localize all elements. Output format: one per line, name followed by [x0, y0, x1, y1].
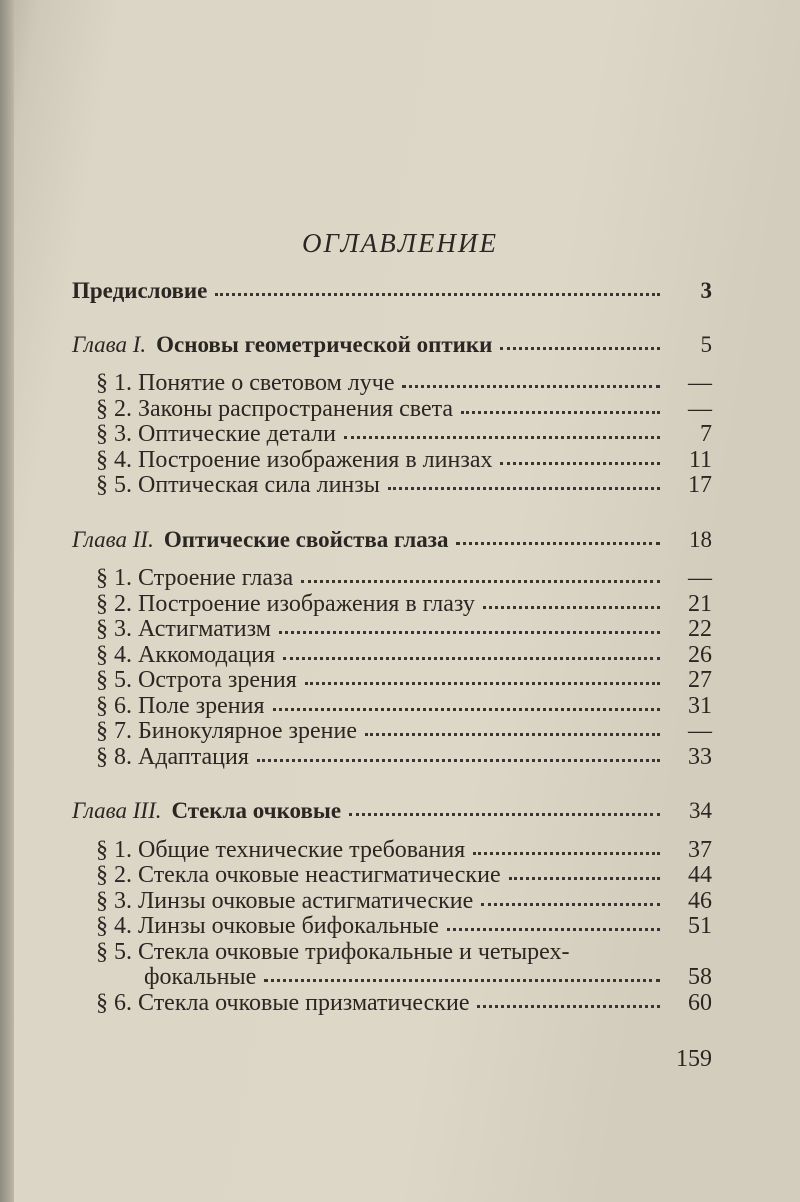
chapter-page: 5: [700, 331, 712, 357]
section-label: § 4. Аккомодация: [96, 641, 276, 668]
section-page: 27: [688, 667, 712, 693]
dot-leader: [283, 657, 660, 660]
dot-leader: [388, 487, 660, 490]
dot-leader: [481, 903, 660, 906]
section-label: § 3. Оптические детали: [96, 421, 336, 447]
section-label: § 5. Стекла очковые трифокальные и четырех-: [96, 938, 570, 965]
toc-chapter-3: [72, 798, 712, 824]
toc-section: [72, 371, 712, 397]
section-label: § 2. Стекла очковые неастигматические: [96, 862, 501, 888]
section-page: 11: [688, 446, 712, 473]
section-page: 46: [688, 887, 712, 914]
section-label: § 5. Острота зрения: [96, 667, 297, 693]
dot-leader: [473, 852, 660, 855]
toc-section: [72, 838, 712, 864]
section-page: —: [688, 370, 712, 396]
section-page: 22: [688, 616, 712, 642]
toc-section: [72, 668, 712, 694]
toc-section: [72, 991, 712, 1017]
dot-leader: [456, 542, 660, 545]
toc-entry-preface: [72, 278, 712, 304]
section-label: § 5. Оптическая сила линзы: [96, 472, 380, 498]
toc-section: [72, 566, 712, 592]
section-label: § 1. Строение глаза: [96, 565, 294, 591]
dot-leader: [461, 411, 660, 414]
chapter-label: Глава II.: [72, 526, 154, 552]
section-page: 44: [688, 862, 712, 888]
dot-leader: [509, 877, 660, 880]
dot-leader: [279, 631, 660, 634]
section-page: 31: [688, 692, 712, 719]
toc-section: [72, 914, 712, 940]
toc-section: [72, 473, 712, 499]
toc-section: [72, 889, 712, 915]
section-page: 21: [688, 590, 712, 617]
section-label: § 1. Общие технические требования: [96, 836, 466, 863]
toc-section: [72, 719, 712, 745]
dot-leader: [483, 606, 660, 609]
section-label: § 3. Линзы очковые астигматические: [96, 887, 474, 914]
dot-leader: [365, 733, 660, 736]
section-label: § 1. Понятие о световом луче: [96, 370, 395, 396]
toc-heading: ОГЛАВЛЕНИЕ: [301, 228, 499, 258]
chapter-label: Глава I.: [72, 331, 147, 357]
section-page: —: [688, 395, 712, 422]
section-page: 17: [688, 472, 712, 498]
preface-page: 3: [700, 278, 712, 303]
preface-label: Предисловие: [72, 278, 208, 303]
dot-leader: [273, 708, 660, 711]
dot-leader: [349, 813, 660, 816]
dot-leader: [215, 293, 660, 296]
chapter-label: Глава III.: [72, 798, 162, 823]
section-label: § 3. Астигматизм: [96, 616, 271, 642]
section-page: 60: [688, 989, 712, 1016]
dot-leader: [402, 385, 660, 388]
dot-leader: [477, 1005, 660, 1008]
section-label: фокальные: [144, 964, 257, 990]
toc-section-continuation: [72, 965, 712, 991]
section-page: 26: [688, 641, 712, 668]
section-label: § 6. Поле зрения: [96, 692, 265, 719]
section-label: § 7. Бинокулярное зрение: [96, 718, 358, 744]
dot-leader: [257, 759, 660, 762]
chapter-title: Стекла очковые: [171, 798, 342, 823]
chapter-page: 18: [689, 526, 712, 552]
dot-leader: [344, 436, 660, 439]
section-page: 51: [688, 913, 712, 939]
toc-section: [72, 617, 712, 643]
page-binding-shadow: [0, 0, 14, 1202]
section-page: 7: [700, 421, 712, 447]
toc-section: [72, 745, 712, 771]
toc-section: [72, 397, 712, 423]
toc-section: [72, 863, 712, 889]
section-page: 33: [688, 743, 712, 770]
chapter-title: Оптические свойства глаза: [163, 526, 449, 552]
section-page: 37: [688, 836, 712, 863]
dot-leader: [500, 347, 660, 350]
toc-section: [72, 643, 712, 669]
toc-chapter-2: [72, 527, 712, 553]
dot-leader: [264, 979, 660, 982]
table-of-contents: [72, 278, 712, 1016]
toc-section: [72, 694, 712, 720]
dot-leader: [500, 462, 660, 465]
section-page: —: [688, 565, 712, 591]
section-page: 58: [688, 964, 712, 990]
dot-leader: [301, 580, 660, 583]
section-label: § 6. Стекла очковые призматические: [96, 989, 470, 1016]
toc-section: [72, 592, 712, 618]
section-label: § 4. Построение изображения в линзах: [96, 446, 493, 473]
section-label: § 4. Линзы очковые бифокальные: [96, 913, 439, 939]
page-number: 159: [676, 1046, 712, 1072]
chapter-page: 34: [689, 798, 712, 823]
section-label: § 2. Построение изображения в глазу: [96, 590, 475, 617]
toc-section: [72, 448, 712, 474]
dot-leader: [447, 928, 660, 931]
toc-section: [72, 940, 712, 966]
section-label: § 2. Законы распространения света: [96, 395, 454, 422]
toc-chapter-1: [72, 332, 712, 358]
toc-section: [72, 422, 712, 448]
chapter-title: Основы геометрической оптики: [156, 331, 493, 357]
section-label: § 8. Адаптация: [96, 743, 249, 770]
dot-leader: [305, 682, 660, 685]
section-page: —: [688, 718, 712, 744]
